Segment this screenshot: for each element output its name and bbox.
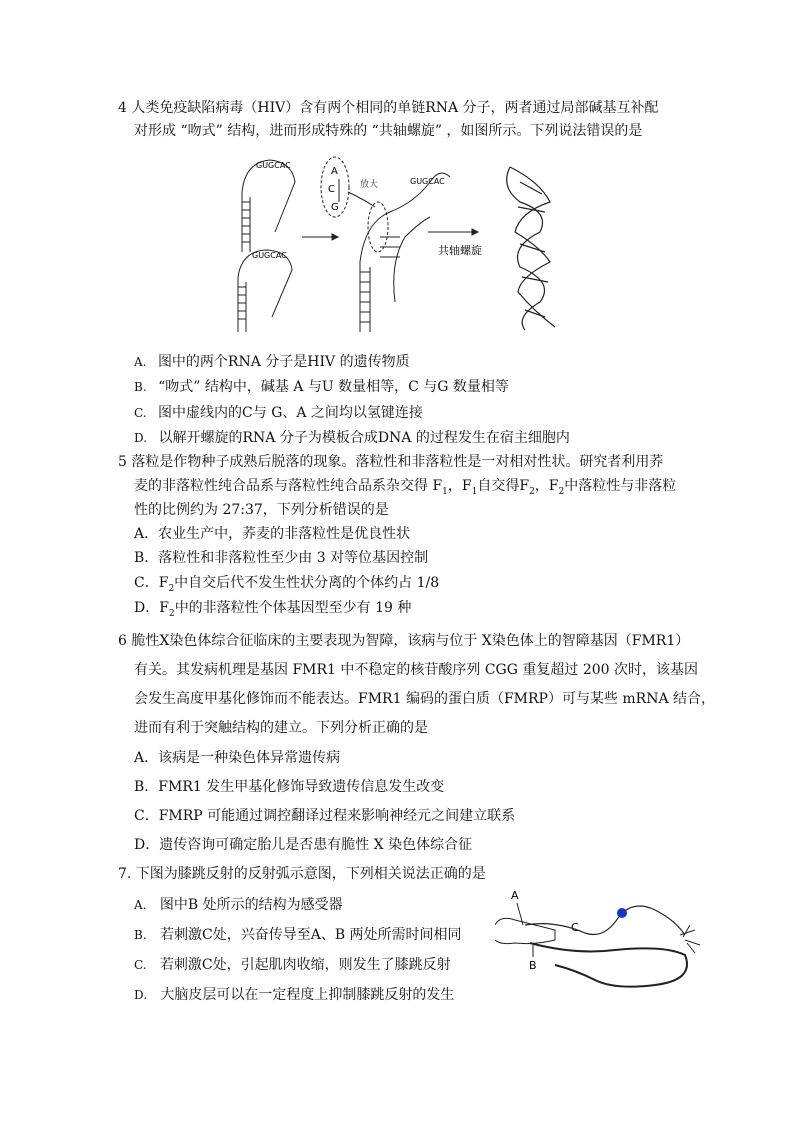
q5-stem-line1: 5 落粒是作物种子成熟后脱落的现象。落粒性和非落粒性是一对相对性状。研究者利用荞 [118,454,664,470]
label-c: C [571,921,579,934]
q4-option-a-text: 图中的两个RNA 分子是HIV 的遗传物质 [157,354,410,370]
q6-option-b: B．FMR1 发生甲基化修饰导致遗传信息发生改变 [134,779,445,795]
q6-stem-line2: 有关。其发病机理是基因 FMR1 中不稳定的核苷酸序列 CGG 重复超过 200 次时，该基因 [134,662,698,678]
ganglion-dot [617,908,627,918]
q4-rna-figure [220,152,560,337]
q6-stem-line1: 6 脆性X染色体综合征临床的主要表现为智障，该病与位于 X染色体上的智障基因（FMR1） [118,633,690,649]
q4-option-d-letter: D. [134,431,148,445]
q5-option-d: D．$F_2$中的非落粒性个体基因型至少有 19 种 [134,600,412,619]
q6-stem-line3: 会发生高度甲基化修饰而不能表达。FMR1 编码的蛋白质（FMRP）可与某些 mRNA 结合， [134,691,716,707]
kissing-complex [360,173,450,332]
q5-stem-line3: 性的比例约为 27:37，下列分析错误的是 [134,502,389,518]
q4-option-c-letter: C. [134,406,147,420]
q7-option-b: B. 若刺激C处，兴奋传导至A、B 两处所需时间相同 [134,927,462,943]
q6-option-c: C．FMRP 可能通过调控翻译过程来影响神经元之间建立联系 [134,808,516,824]
rna-molecule-left-top [242,160,295,252]
motor-neuron [530,943,687,987]
q6-option-a: A．该病是一种染色体异常遗传病 [134,750,341,766]
q7-option-d: D. 大脑皮层可以在一定程度上抑制膝跳反射的发生 [134,987,455,1003]
q5-option-c: C．$F_2$中自交后代不发生性状分离的个体约占 1/8 [134,575,440,594]
loop-seq-bottom: GUGCAC [252,251,287,260]
rna-molecule-left-bottom [238,250,292,332]
q5-option-b: B．落粒性和非落粒性至少由 3 对等位基因控制 [134,550,429,566]
q4-option-a-letter: A. [134,355,147,369]
loop-seq-top: GUGCAC [256,161,291,170]
loop-seq-complex: GUGCAC [410,177,445,186]
q4-option-d-text: 以解开螺旋的RNA 分子为模板合成DNA 的过程发生在宿主细胞内 [158,430,570,446]
spinal-neuron [680,925,700,953]
q4-option-b-text: “吻式” 结构中，碱基 A 与U 数量相等，C 与G 数量相等 [158,379,509,395]
base-c: C [328,184,335,195]
base-g: G [331,202,339,213]
coaxial-helix [507,167,555,330]
q6-option-d: D．遗传咨询可确定胎儿是否患有脆性 X 染色体综合征 [134,837,473,853]
q5-option-a: A．农业生产中，荞麦的非落粒性是优良性状 [134,526,411,542]
q4-stem-line2: 对形成 “吻式” 结构，进而形成特殊的 “共轴螺旋” ，如图所示。下列说法错误的是 [134,123,643,139]
arrow-right-1 [302,234,338,240]
label-b: B [529,959,537,972]
q7-option-c: C. 若刺激C处，引起肌肉收缩，则发生了膝跳反射 [134,957,451,973]
zoom-label: 放大 [360,180,379,190]
q7-stem: 7. 下图为膝跳反射的反射弧示意图，下列相关说法正确的是 [118,866,486,882]
q4-option-c-text: 图中虚线内的C与 G、A 之间均以氢键连接 [158,405,423,421]
coaxial-helix-label: 共轴螺旋 [438,244,482,257]
q4-stem-line1: 4 人类免疫缺陷病毒（HIV）含有两个相同的单链RNA 分子，两者通过局部碱基互补配 [118,100,659,116]
q6-stem-line4: 进而有利于突触结构的建立。下列分析正确的是 [134,720,428,736]
leg-muscle [495,918,555,943]
arrow-right-2 [428,229,478,235]
sensory-neuron [525,906,685,935]
q7-option-a: A. 图中B 处所示的结构为感受器 [134,897,343,913]
label-a: A [511,889,519,902]
q5-stem-line2: 麦的非落粒性纯合品系与落粒性纯合品系杂交得 $F_1$，$F_1$自交得$F_2$，$F_2$中落粒性与非落粒 [134,478,677,497]
q4-option-b-letter: B. [134,380,147,394]
q7-reflex-arc-figure [495,885,725,1000]
base-a: A [331,166,338,177]
